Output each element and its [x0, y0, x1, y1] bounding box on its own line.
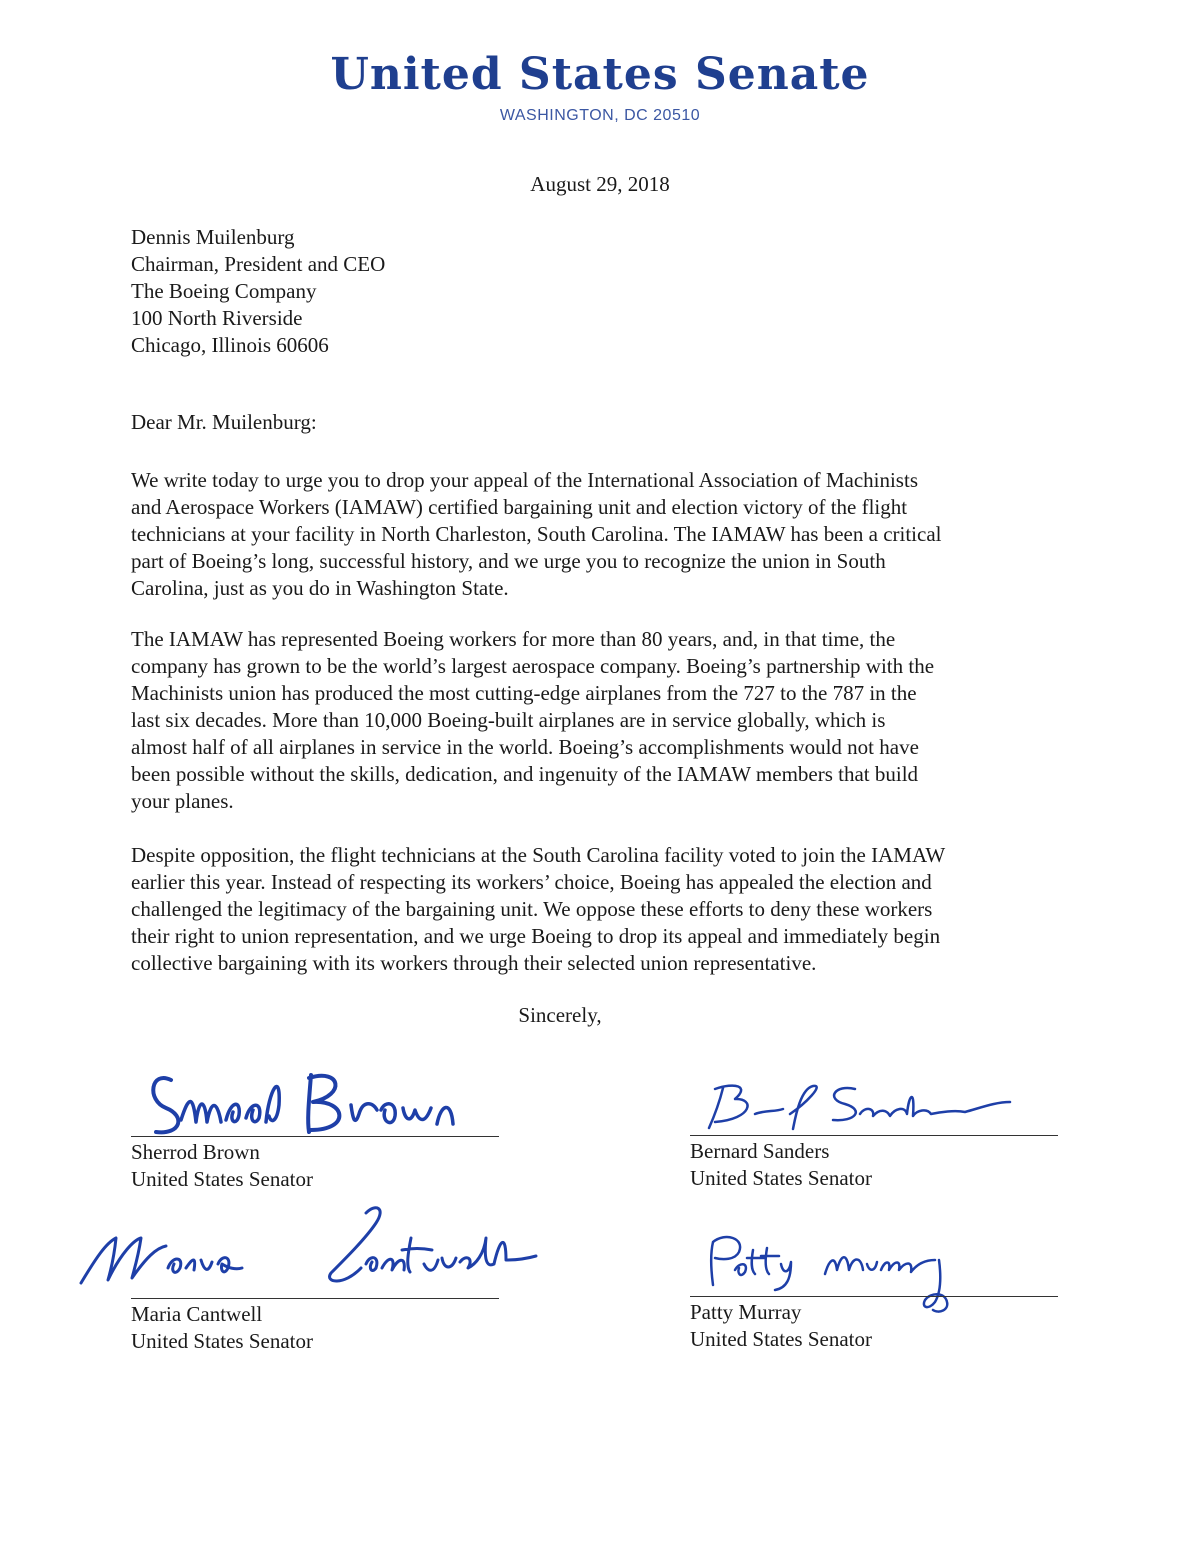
signature-line [690, 1135, 1058, 1136]
recipient-line: The Boeing Company [131, 279, 317, 303]
handwritten-signature-sanders [695, 1074, 1025, 1134]
handwritten-signature-cantwell [76, 1198, 556, 1298]
signature-block-murray [690, 1230, 1060, 1360]
recipient-line: Dennis Muilenburg [131, 225, 295, 249]
signatory-name: Maria Cantwell [131, 1302, 263, 1326]
signatory-title: United States Senator [131, 1329, 313, 1353]
letterhead-address: WASHINGTON, DC 20510 [499, 107, 701, 124]
signature-line [131, 1298, 499, 1299]
body-paragraph: We write today to urge you to drop your appeal of the International Association of Machinists and Aerospace Workers (IAMAW) certified bargaining unit and election victory of the flight technicians at your facility in North Charleston, South Carolina. The IAMAW has been a critical part of Boeing’s long, successful history, and we urge you to recognize the union in South Carolina, just as you do in Washington State. [131, 468, 942, 600]
signature-line [131, 1136, 499, 1137]
recipient-line: Chairman, President and CEO [131, 252, 386, 276]
signature-block-sanders [690, 1060, 1060, 1190]
signatory-title: United States Senator [131, 1167, 313, 1191]
letterhead-title: United States Senate [330, 49, 870, 100]
signatory-name: Patty Murray [690, 1300, 802, 1324]
signatory-name: Sherrod Brown [131, 1140, 260, 1164]
signature-line [690, 1296, 1058, 1297]
recipient-address [131, 224, 385, 359]
signature-block-cantwell [131, 1198, 501, 1358]
recipient-line: Chicago, Illinois 60606 [131, 333, 329, 357]
closing: Sincerely, [518, 1003, 602, 1027]
recipient-line: 100 North Riverside [131, 306, 303, 330]
signature-block-brown [131, 1060, 501, 1190]
signatory-title: United States Senator [690, 1327, 872, 1351]
body-paragraph: The IAMAW has represented Boeing workers for more than 80 years, and, in that time, the company has grown to be the world’s largest aerospace company. Boeing’s partnership with the Machinists union has produced the most cutting-edge airplanes from the 727 to the 787 in the last six decades. More than 10,000 Boeing-built airplanes are in service globally, which is almost half of all airplanes in service in the world. Boeing’s accomplishments would not have been possible without the skills, dedication, and ingenuity of the IAMAW members that build your planes. [131, 627, 935, 813]
signatory-title: United States Senator [690, 1166, 872, 1190]
handwritten-signature-brown [141, 1060, 471, 1140]
signatory-name: Bernard Sanders [690, 1139, 830, 1163]
letter-date: August 29, 2018 [530, 172, 670, 196]
salutation: Dear Mr. Muilenburg: [131, 410, 317, 434]
body-paragraph: Despite opposition, the flight technicians at the South Carolina facility voted to join the IAMAW earlier this year. Instead of respecting its workers’ choice, Boeing has appealed the election and challenged the legitimacy of the bargaining unit. We oppose these efforts to deny these workers their right to union representation, and we urge Boeing to drop its appeal and immediately begin collective bargaining with its workers through their selected union representative. [131, 843, 946, 975]
